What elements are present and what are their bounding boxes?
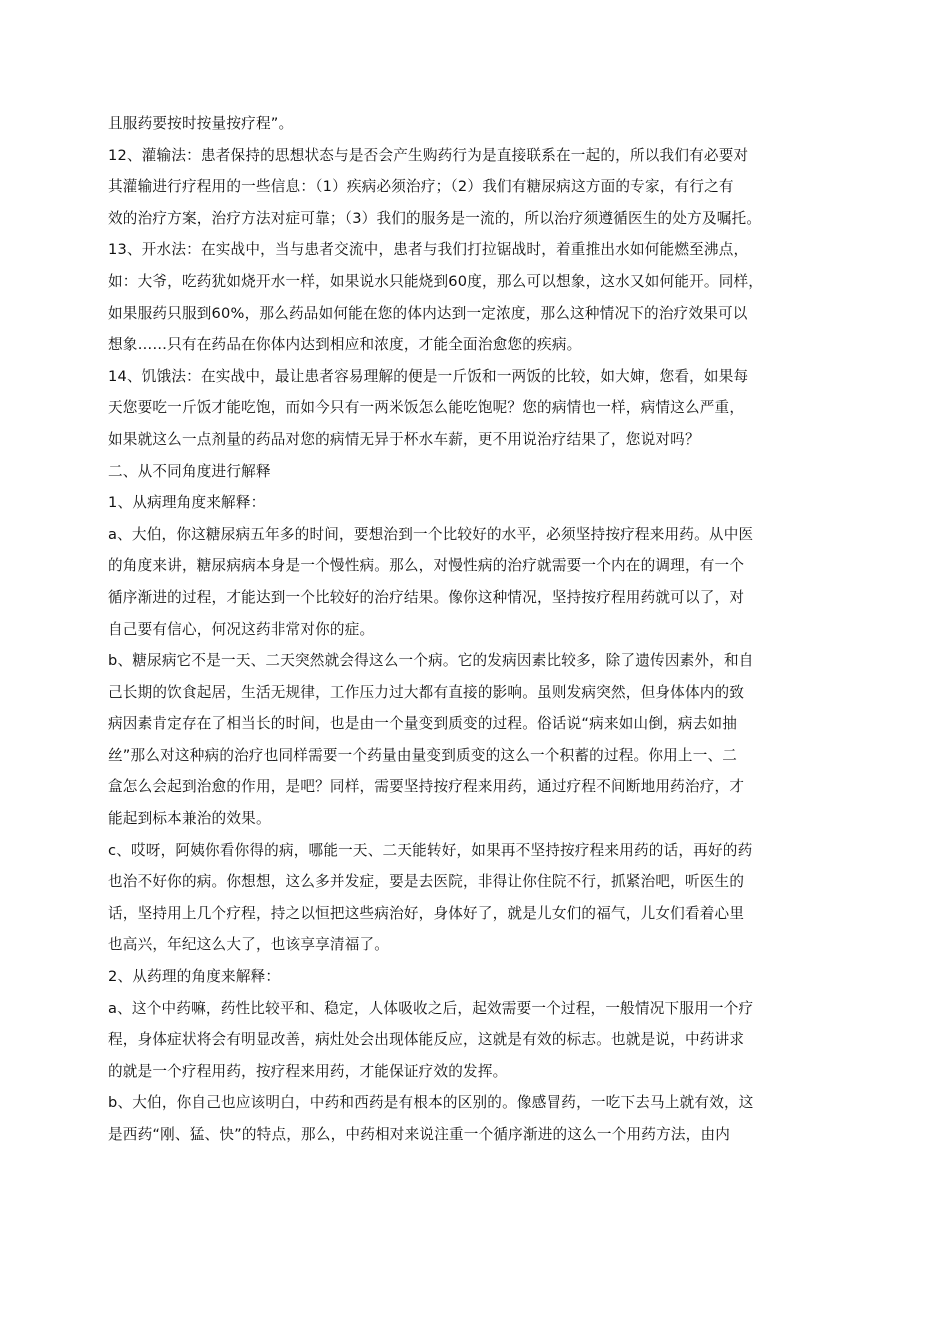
text-line: 程，身体症状将会有明显改善，病灶处会出现体能反应，这就是有效的标志。也就是说，中药讲求	[108, 1031, 745, 1049]
text-line: 如果服药只服到60%，那么药品如何能在您的体内达到一定浓度，那么这种情况下的治疗效果可以	[108, 304, 748, 322]
section-heading: 二、从不同角度进行解释	[108, 462, 271, 480]
text-line: b、糖尿病它不是一天、二天突然就会得这么一个病。它的发病因素比较多，除了遗传因素外，和自	[108, 652, 754, 670]
text-line: 病因素肯定存在了相当长的时间，也是由一个量变到质变的过程。俗话说“病来如山倒，病去如抽	[108, 715, 738, 733]
text-line: 且服药要按时按量按疗程”。	[108, 115, 294, 132]
text-line: 是西药“刚、猛、快”的特点，那么，中药相对来说注重一个循序渐进的这么一个用药方法，由内	[108, 1126, 731, 1143]
document-body	[108, 108, 844, 1151]
text-line: 话，坚持用上几个疗程，持之以恒把这些病治好，身体好了，就是儿女们的福气，儿女们看着心里	[108, 904, 745, 922]
subsection-heading: 2、从药理的角度来解释：	[108, 968, 281, 986]
text-line: 如：大爷，吃药犹如烧开水一样，如果说水只能烧到60度，那么可以想象，这水又如何能开。同样，	[108, 272, 764, 290]
text-line: 的角度来讲，糖尿病病本身是一个慢性病。那么，对慢性病的治疗就需要一个内在的调理，有一个	[108, 557, 745, 575]
text-line: 自己要有信心，何况这药非常对你的症。	[108, 620, 375, 638]
subsection-heading: 1、从病理角度来解释：	[108, 494, 266, 512]
text-line: 的就是一个疗程用药，按疗程来用药，才能保证疗效的发挥。	[108, 1062, 508, 1080]
text-line: 丝”那么对这种病的治疗也同样需要一个药量由量变到质变的这么一个积蓄的过程。你用上一、二	[108, 746, 738, 764]
text-line: 也高兴，年纪这么大了，也该享享清福了。	[108, 936, 390, 954]
document-text	[108, 108, 844, 1151]
text-line: 14、饥饿法：在实战中，最让患者容易理解的便是一斤饭和一两饭的比较，如大婶，您看，如果每	[108, 367, 749, 385]
text-line: 13、开水法：在实战中，当与患者交流中，患者与我们打拉锯战时，着重推出水如何能燃至沸点，	[108, 241, 749, 259]
text-line: 己长期的饮食起居，生活无规律，工作压力过大都有直接的影响。虽则发病突然，但身体体内的致	[108, 683, 745, 701]
text-line: 如果就这么一点剂量的药品对您的病情无异于杯水车薪，更不用说治疗结果了，您说对吗？	[108, 430, 700, 448]
text-line: b、大伯，你自己也应该明白，中药和西药是有根本的区别的。像感冒药，一吃下去马上就有效，这	[108, 1094, 754, 1112]
text-line: 也治不好你的病。你想想，这么多并发症，要是去医院，非得让你住院不行，抓紧治吧，听医生的	[108, 873, 745, 891]
text-line: a、这个中药嘛，药性比较平和、稳定，人体吸收之后，起效需要一个过程，一般情况下服用一个疗	[108, 999, 754, 1017]
text-line: 能起到标本兼治的效果。	[108, 810, 271, 828]
text-line: a、大伯，你这糖尿病五年多的时间，要想治到一个比较好的水平，必须坚持按疗程来用药。从中医	[108, 525, 754, 543]
text-line: 效的治疗方案，治疗方法对症可靠；（3）我们的服务是一流的，所以治疗须遵循医生的处方及嘱托。	[108, 209, 762, 227]
text-line: 12、灌输法：患者保持的思想状态与是否会产生购药行为是直接联系在一起的，所以我们有必要对	[108, 146, 749, 164]
text-line: 天您要吃一斤饭才能吃饱，而如今只有一两米饭怎么能吃饱呢？您的病情也一样，病情这么严重，	[108, 399, 745, 417]
text-line: c、哎呀，阿姨你看你得的病，哪能一天、二天能转好，如果再不坚持按疗程来用药的话，再好的药	[108, 841, 753, 859]
text-line: 其灌输进行疗程用的一些信息：（1）疾病必须治疗；（2）我们有糖尿病这方面的专家，有行之有	[108, 178, 734, 196]
text-line: 盒怎么会起到治愈的作用，是吧？同样，需要坚持按疗程来用药，通过疗程不间断地用药治疗，才	[108, 778, 745, 796]
text-line: 循序渐进的过程，才能达到一个比较好的治疗结果。像你这种情况，坚持按疗程用药就可以了，对	[108, 588, 745, 606]
text-line: 想象……只有在药品在你体内达到相应和浓度，才能全面治愈您的疾病。	[108, 336, 582, 354]
